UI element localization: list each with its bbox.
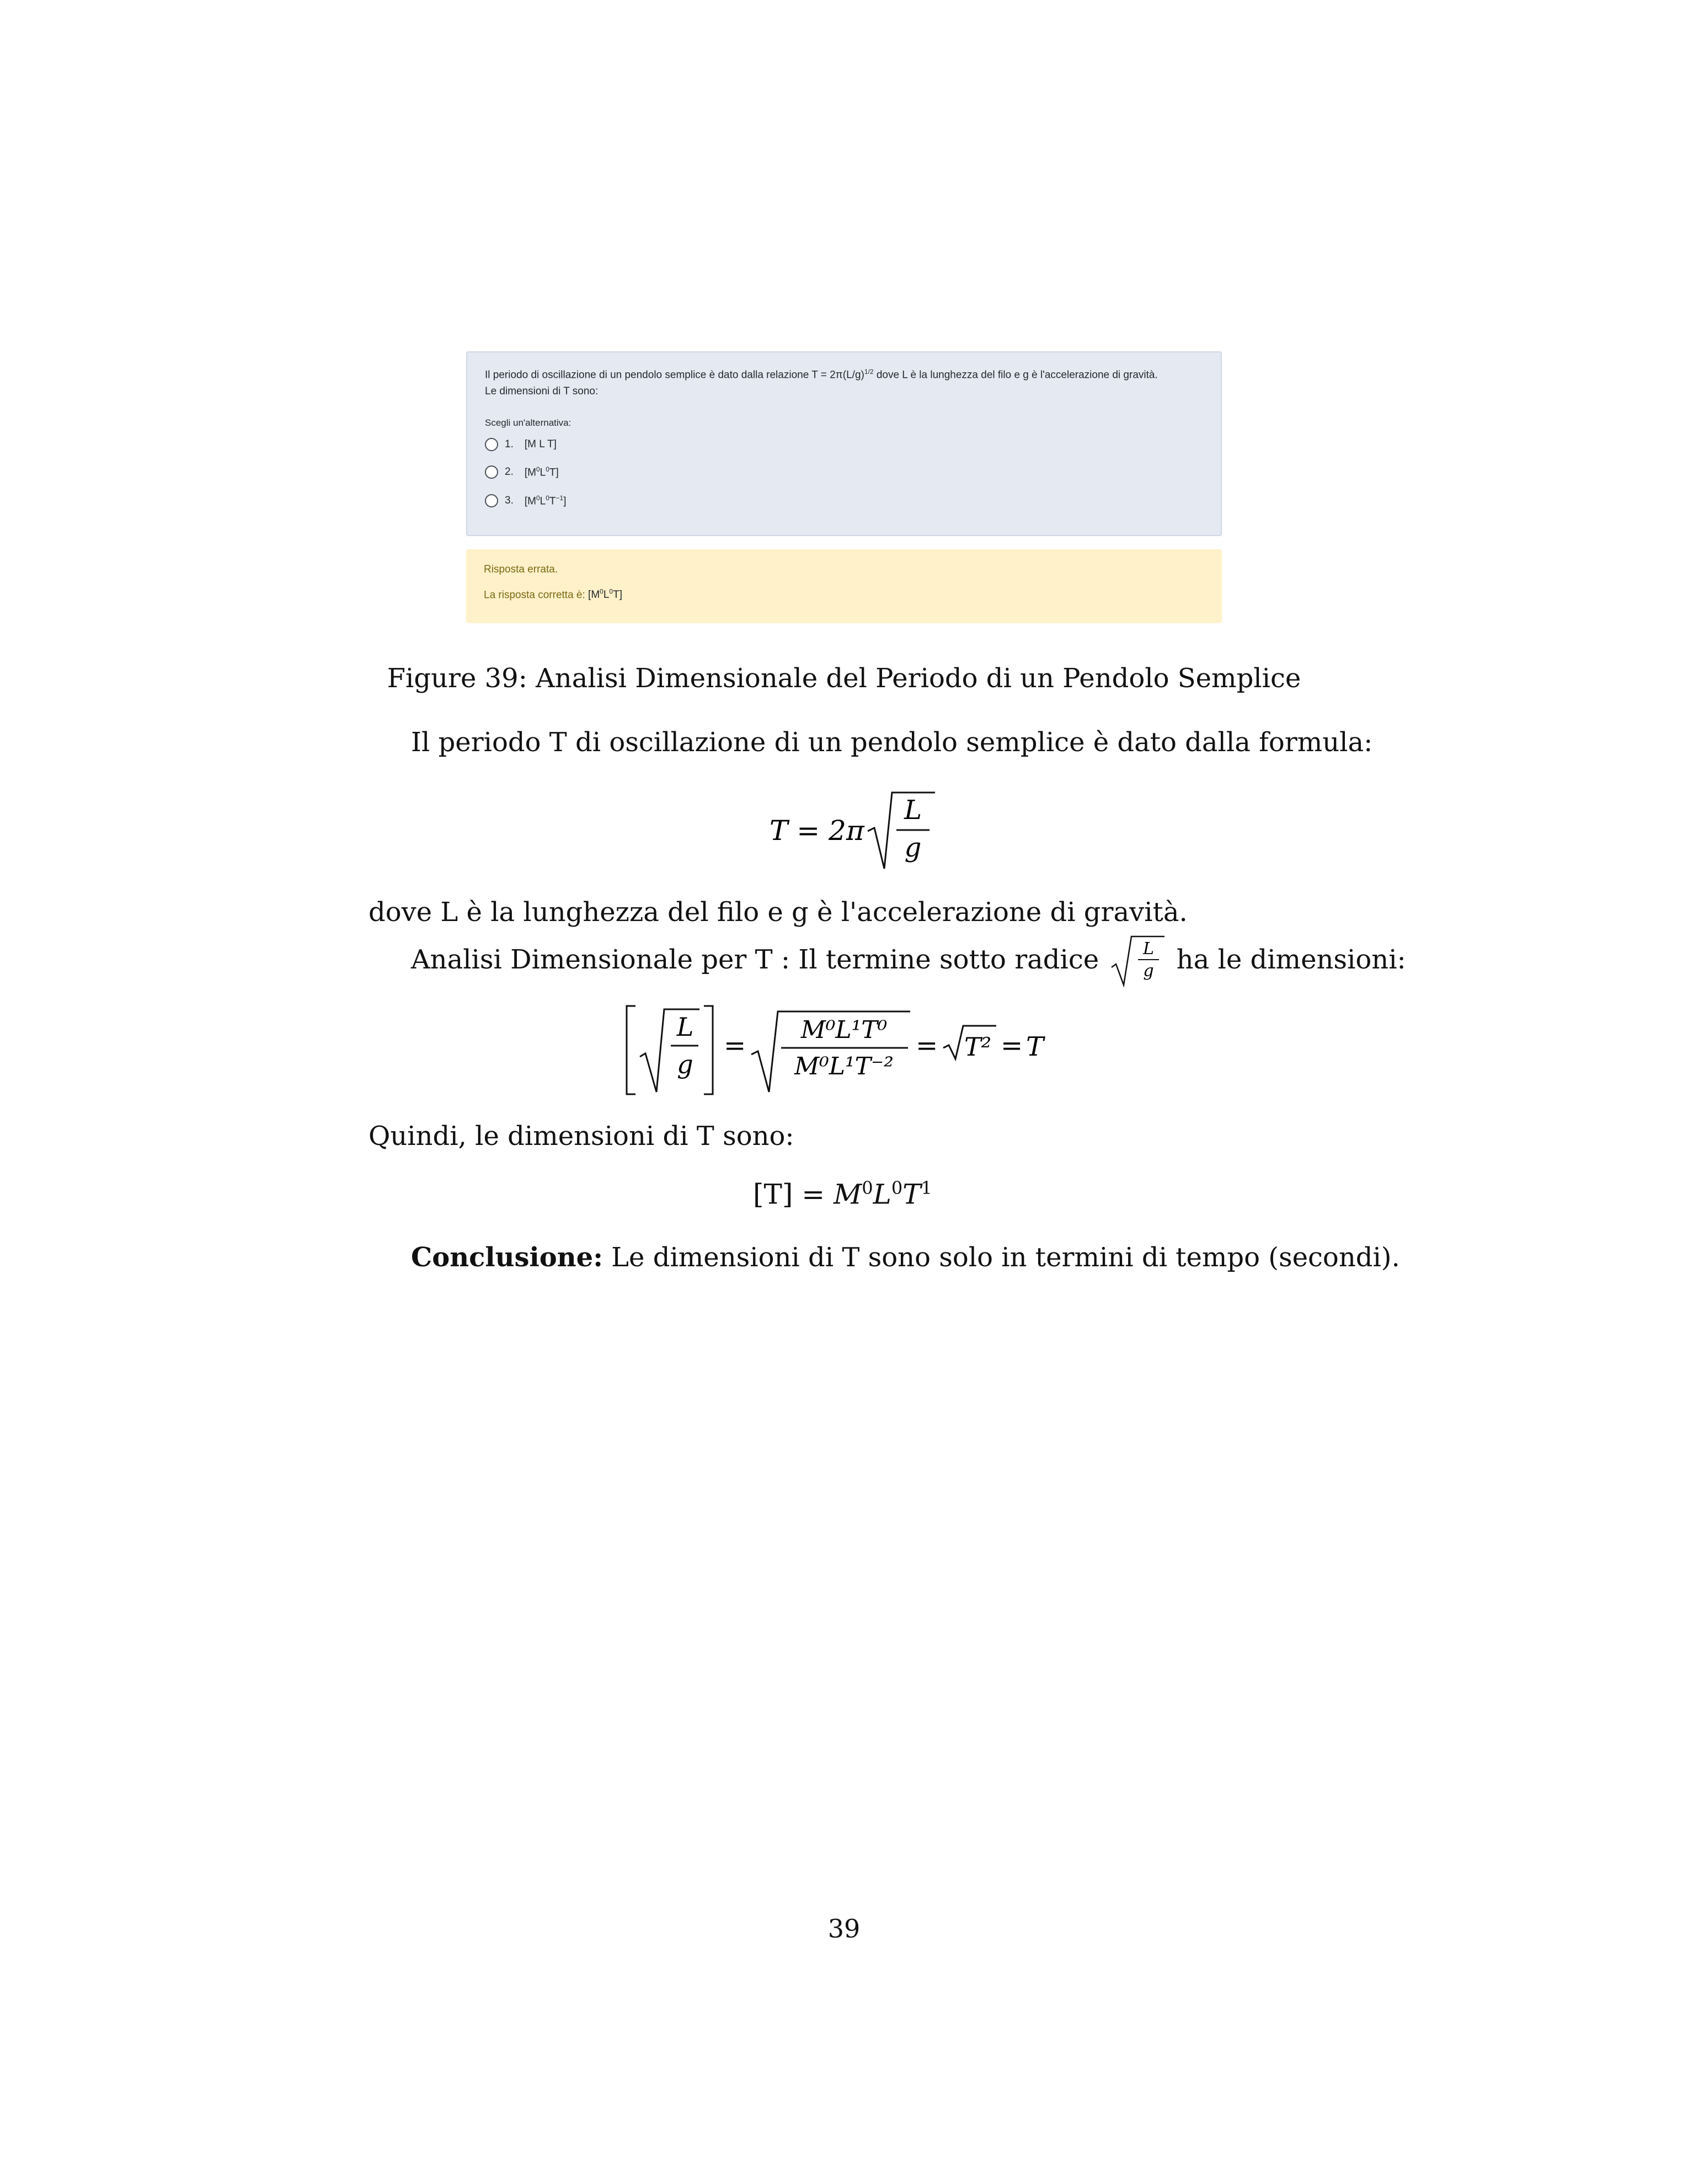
fraction-denominator: g — [904, 832, 922, 863]
definitions-paragraph: dove L è la lunghezza del filo e g è l'accelerazione di gravità. — [368, 897, 1188, 928]
radio-button-icon[interactable] — [485, 438, 498, 451]
time-exponent: 1 — [921, 1177, 932, 1198]
fraction-numerator: L — [904, 795, 922, 826]
length-exponent: 0 — [891, 1177, 903, 1198]
option-number: 3. — [505, 495, 514, 506]
equation-lhs: [T] = — [753, 1178, 834, 1211]
equation-result: T — [1026, 1031, 1044, 1062]
analysis-lead: Analisi Dimensionale per T : Il termine sotto radice — [411, 944, 1099, 975]
equals-sign: = — [916, 1030, 938, 1061]
analysis-paragraph — [411, 932, 1406, 987]
quiz-question-panel — [466, 351, 1222, 536]
feedback-correct-prefix: La risposta corretta è: — [484, 589, 585, 601]
analysis-tail: ha le dimensioni: — [1176, 944, 1406, 975]
option-number: 1. — [505, 438, 514, 450]
conclusion-label: Conclusione: — [411, 1242, 603, 1273]
conclusion-text: Le dimensioni di T sono solo in termini di tempo (secondi). — [611, 1242, 1400, 1273]
feedback-panel — [466, 549, 1222, 623]
choice-prompt: Scegli un'alternativa: — [485, 417, 571, 428]
conclusion-intro: Quindi, le dimensioni di T sono: — [368, 1121, 794, 1152]
fraction-denominator: g — [1143, 961, 1155, 981]
option-number: 2. — [505, 466, 514, 478]
equation-dimensions-result — [753, 1177, 932, 1211]
option-label: $[M^0L^0T]$ — [524, 465, 559, 479]
length-symbol: L — [873, 1178, 891, 1211]
question-text-part-b: dove L è la lunghezza del filo e g è l'accelerazione di gravità. — [876, 369, 1158, 381]
fraction-numerator: L — [676, 1012, 694, 1042]
equation-period-lhs: T = 2π — [770, 815, 864, 847]
equation-period — [770, 786, 935, 874]
inline-sqrt-fraction — [1107, 932, 1168, 987]
option-label: [M L T] — [524, 438, 557, 450]
question-subtext: Le dimensioni di T sono: — [485, 386, 599, 397]
page-number: 39 — [827, 1914, 861, 1944]
option-2[interactable] — [485, 464, 559, 480]
equals-sign: = — [724, 1030, 746, 1061]
right-bracket — [704, 1006, 713, 1094]
intro-paragraph: Il periodo T di oscillazione di un pendolo semplice è dato dalla formula: — [411, 727, 1373, 758]
left-bracket — [627, 1006, 635, 1094]
option-label: $[M^0L^0T^{-1}]$ — [524, 494, 567, 507]
radio-button-icon[interactable] — [485, 494, 498, 507]
option-1[interactable] — [485, 436, 557, 453]
feedback-correct-answer — [484, 588, 622, 601]
fraction-denominator: g — [677, 1050, 693, 1079]
option-3[interactable] — [485, 493, 567, 509]
equals-sign: = — [1001, 1030, 1023, 1061]
time-symbol: T — [902, 1178, 921, 1211]
fraction-denominator: M⁰L¹T⁻² — [794, 1052, 894, 1080]
radio-button-icon[interactable] — [485, 465, 498, 479]
conclusion-paragraph — [411, 1241, 1400, 1274]
question-text — [485, 368, 1158, 381]
question-text-part-a: Il periodo di oscillazione di un pendolo semplice è dato dalla relazione T = 2π(L/g) — [485, 369, 864, 381]
fraction-numerator: M⁰L¹T⁰ — [800, 1016, 888, 1044]
question-exponent: 1/2 — [864, 368, 874, 376]
mass-exponent: 0 — [862, 1177, 873, 1198]
sqrt-sign-icon — [1112, 936, 1164, 985]
feedback-wrong: Risposta errata. — [484, 564, 558, 575]
equation-dimensional-analysis — [623, 1004, 1065, 1103]
figure-caption: Figure 39: Analisi Dimensionale del Periodo di un Pendolo Semplice — [387, 663, 1301, 694]
mass-symbol: M — [834, 1178, 862, 1211]
sqrt-argument: T² — [964, 1032, 992, 1062]
fraction-numerator: L — [1143, 939, 1155, 959]
feedback-answer: $[M^0L^0T]$ — [588, 588, 622, 601]
